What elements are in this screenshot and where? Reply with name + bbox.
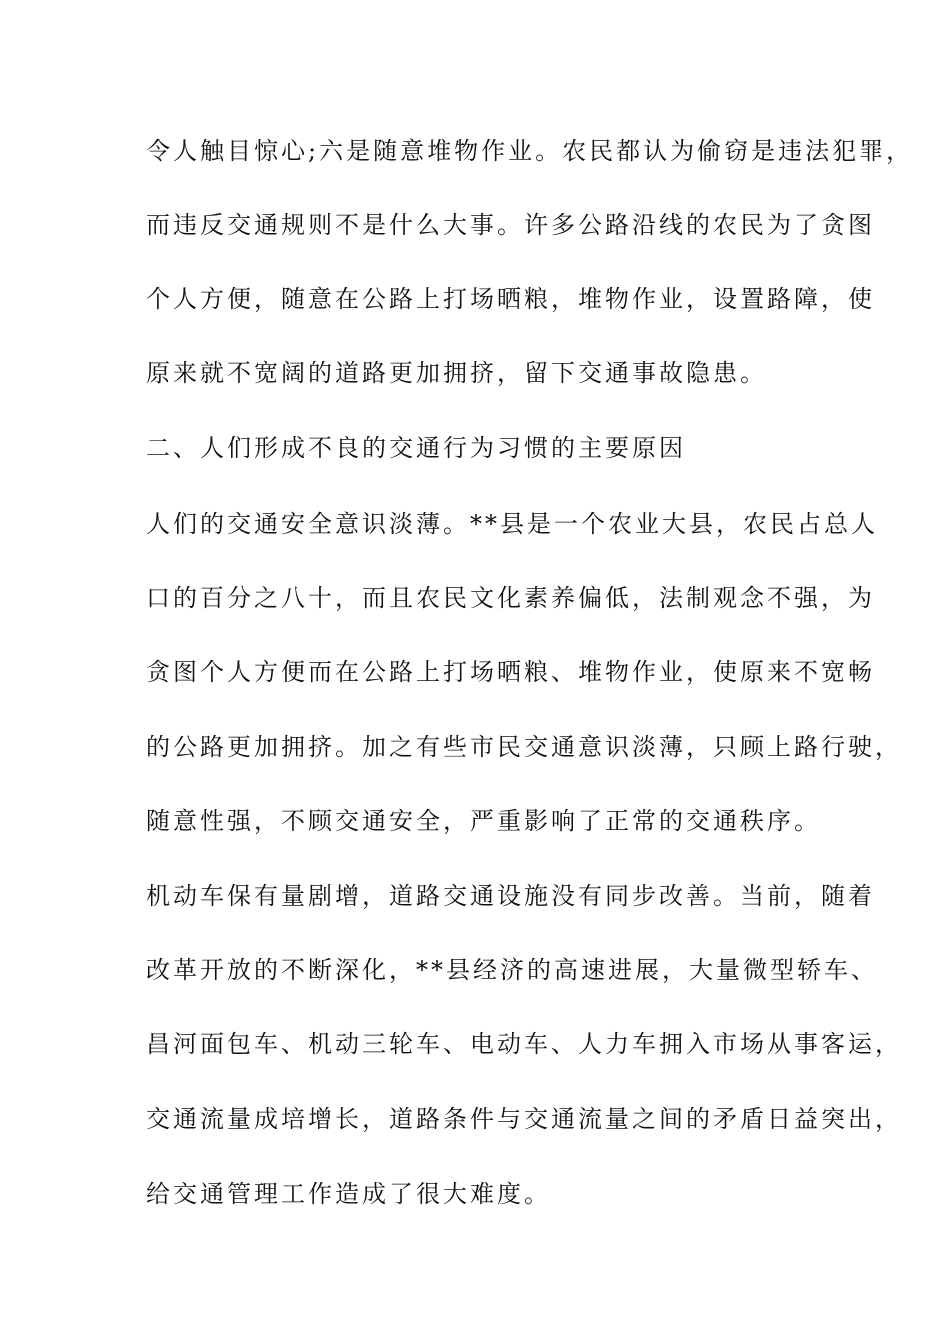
text-line-2: 而违反交通规则不是什么大事。许多公路沿线的农民为了贪图 (146, 211, 875, 239)
text-line-7: 口的百分之八十，而且农民文化素养偏低，法制观念不强，为 (146, 584, 875, 612)
text-line-1: 令人触目惊心;六是随意堆物作业。农民都认为偷窃是违法犯罪， (146, 137, 914, 165)
section-heading: 二、人们形成不良的交通行为习惯的主要原因 (146, 434, 686, 462)
text-line-9: 的公路更加拥挤。加之有些市民交通意识淡薄，只顾上路行驶， (146, 733, 902, 761)
text-line-8: 贪图个人方便而在公路上打场晒粮、堆物作业，使原来不宽畅 (146, 658, 875, 686)
text-line-14: 交通流量成培增长，道路条件与交通流量之间的矛盾日益突出， (146, 1105, 902, 1133)
text-line-4: 原来就不宽阔的道路更加拥挤，留下交通事故隐患。 (146, 359, 767, 387)
text-line-15: 给交通管理工作造成了很大难度。 (146, 1180, 551, 1208)
text-line-6: 人们的交通安全意识淡薄。**县是一个农业大县，农民占总人 (146, 510, 878, 538)
text-line-10: 随意性强，不顾交通安全，严重影响了正常的交通秩序。 (146, 807, 821, 835)
text-line-12: 改革开放的不断深化，**县经济的高速进展，大量微型轿车、 (146, 956, 878, 984)
text-line-3: 个人方便，随意在公路上打场晒粮，堆物作业，设置路障，使 (146, 285, 875, 313)
text-line-13: 昌河面包车、机动三轮车、电动车、人力车拥入市场从事客运， (146, 1030, 902, 1058)
text-line-11: 机动车保有量剧增，道路交通设施没有同步改善。当前，随着 (146, 882, 875, 910)
